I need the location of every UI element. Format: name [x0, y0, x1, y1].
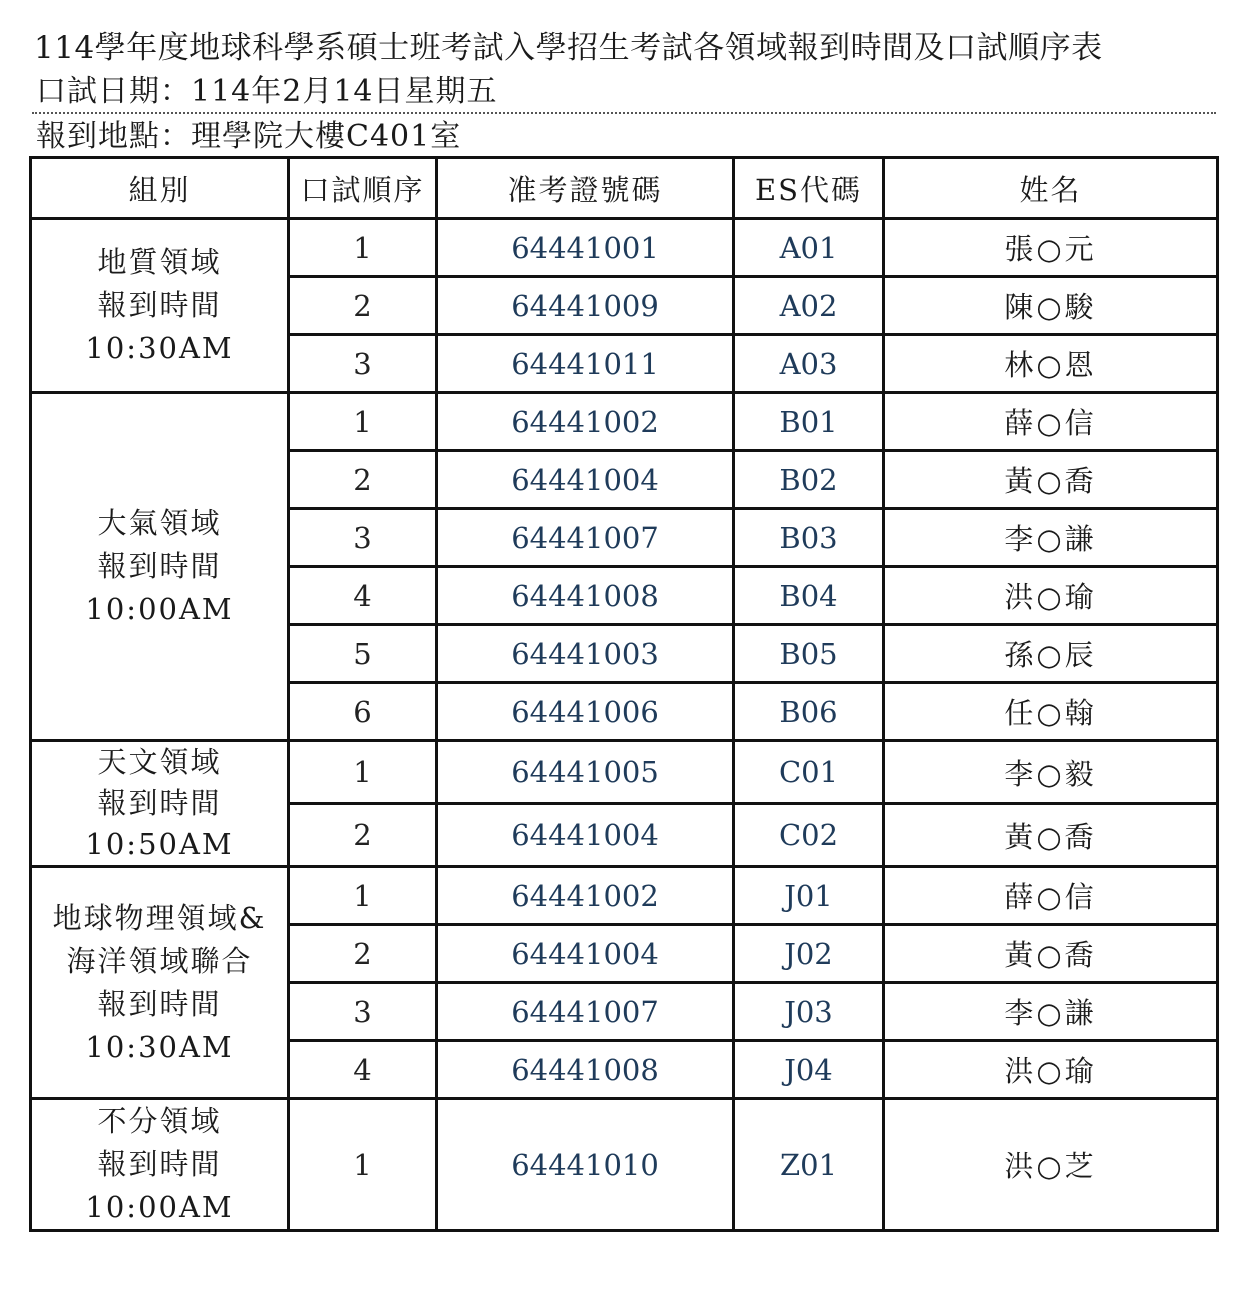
- checkin-label: 報到時間: [97, 986, 222, 1021]
- es-code-cell: B05: [734, 625, 884, 683]
- name-cell: 李○謙: [884, 509, 1218, 567]
- exam-number-cell: 64441010: [437, 1099, 734, 1231]
- exam-number-cell: 64441008: [437, 1041, 734, 1099]
- column-header-group: 組別: [31, 158, 289, 219]
- column-header-exam-number: 准考證號碼: [437, 158, 734, 219]
- check-in-location: 報到地點：理學院大樓C401室: [36, 119, 462, 154]
- group-name: 不分領域: [97, 1104, 222, 1138]
- checkin-label: 報到時間: [97, 549, 222, 583]
- checkin-time: 10:00AM: [85, 1190, 234, 1224]
- checkin-time: 10:30AM: [85, 331, 234, 365]
- dotted-divider: [32, 112, 1216, 114]
- column-header-name: 姓名: [884, 158, 1218, 219]
- es-code-cell: C02: [734, 804, 884, 867]
- exam-number-cell: 64441007: [437, 509, 734, 567]
- exam-number-cell: 64441004: [437, 925, 734, 983]
- name-cell: 李○毅: [884, 741, 1218, 804]
- order-cell: 4: [289, 1041, 437, 1099]
- es-code-cell: A01: [734, 219, 884, 277]
- group-cell-geology: [31, 219, 289, 393]
- es-code-cell: Z01: [734, 1099, 884, 1231]
- name-cell: 黃○喬: [884, 804, 1218, 867]
- table-row: [31, 219, 1218, 277]
- name-cell: 洪○芝: [884, 1099, 1218, 1231]
- name-cell: 黃○喬: [884, 451, 1218, 509]
- order-cell: 1: [289, 1099, 437, 1231]
- name-cell: 洪○瑜: [884, 1041, 1218, 1099]
- checkin-label: 報到時間: [97, 1147, 222, 1181]
- interview-date: 口試日期：114年2月14日星期五: [36, 74, 498, 109]
- group-cell-atmosphere: [31, 393, 289, 741]
- exam-number-cell: 64441008: [437, 567, 734, 625]
- exam-number-cell: 64441003: [437, 625, 734, 683]
- order-cell: 3: [289, 509, 437, 567]
- order-cell: 6: [289, 683, 437, 741]
- group-cell-geophysics-ocean: [31, 867, 289, 1099]
- table-row: [31, 867, 1218, 925]
- order-cell: 2: [289, 804, 437, 867]
- exam-number-cell: 64441002: [437, 393, 734, 451]
- table-header-row: [31, 158, 1218, 219]
- table-row: [31, 1099, 1218, 1231]
- group-name: 大氣領域: [97, 506, 222, 540]
- group-name: 地球物理領域&: [52, 900, 267, 935]
- interview-schedule-table: [29, 156, 1219, 1232]
- name-cell: 林○恩: [884, 335, 1218, 393]
- document-title: 114學年度地球科學系碩士班考試入學招生考試各領域報到時間及口試順序表: [34, 30, 1103, 66]
- order-cell: 1: [289, 867, 437, 925]
- order-cell: 2: [289, 451, 437, 509]
- name-cell: 薛○信: [884, 867, 1218, 925]
- name-cell: 陳○駿: [884, 277, 1218, 335]
- checkin-label: 報到時間: [97, 786, 222, 820]
- name-cell: 孫○辰: [884, 625, 1218, 683]
- es-code-cell: J01: [734, 867, 884, 925]
- group-cell-undivided: [31, 1099, 289, 1231]
- checkin-time: 10:00AM: [85, 592, 234, 626]
- order-cell: 3: [289, 335, 437, 393]
- es-code-cell: C01: [734, 741, 884, 804]
- order-cell: 5: [289, 625, 437, 683]
- order-cell: 2: [289, 925, 437, 983]
- column-header-order: 口試順序: [289, 158, 437, 219]
- name-cell: 薛○信: [884, 393, 1218, 451]
- es-code-cell: B06: [734, 683, 884, 741]
- table-row: [31, 741, 1218, 804]
- es-code-cell: B04: [734, 567, 884, 625]
- name-cell: 任○翰: [884, 683, 1218, 741]
- exam-number-cell: 64441006: [437, 683, 734, 741]
- order-cell: 2: [289, 277, 437, 335]
- es-code-cell: B01: [734, 393, 884, 451]
- group-name-line2: 海洋領域聯合: [66, 943, 253, 978]
- es-code-cell: A03: [734, 335, 884, 393]
- name-cell: 洪○瑜: [884, 567, 1218, 625]
- exam-number-cell: 64441005: [437, 741, 734, 804]
- es-code-cell: J04: [734, 1041, 884, 1099]
- es-code-cell: A02: [734, 277, 884, 335]
- name-cell: 李○謙: [884, 983, 1218, 1041]
- order-cell: 3: [289, 983, 437, 1041]
- es-code-cell: J03: [734, 983, 884, 1041]
- checkin-time: 10:50AM: [85, 827, 234, 861]
- checkin-time: 10:30AM: [85, 1029, 234, 1064]
- exam-number-cell: 64441002: [437, 867, 734, 925]
- es-code-cell: J02: [734, 925, 884, 983]
- group-name: 天文領域: [97, 745, 222, 779]
- group-cell-astronomy: [31, 741, 289, 867]
- exam-number-cell: 64441007: [437, 983, 734, 1041]
- order-cell: 1: [289, 741, 437, 804]
- order-cell: 1: [289, 393, 437, 451]
- group-name: 地質領域: [97, 245, 222, 279]
- table-row: [31, 393, 1218, 451]
- order-cell: 1: [289, 219, 437, 277]
- column-header-es-code: ES代碼: [734, 158, 884, 219]
- exam-number-cell: 64441009: [437, 277, 734, 335]
- exam-number-cell: 64441011: [437, 335, 734, 393]
- name-cell: 張○元: [884, 219, 1218, 277]
- exam-number-cell: 64441004: [437, 804, 734, 867]
- exam-number-cell: 64441001: [437, 219, 734, 277]
- es-code-cell: B02: [734, 451, 884, 509]
- name-cell: 黃○喬: [884, 925, 1218, 983]
- checkin-label: 報到時間: [97, 288, 222, 322]
- exam-number-cell: 64441004: [437, 451, 734, 509]
- order-cell: 4: [289, 567, 437, 625]
- es-code-cell: B03: [734, 509, 884, 567]
